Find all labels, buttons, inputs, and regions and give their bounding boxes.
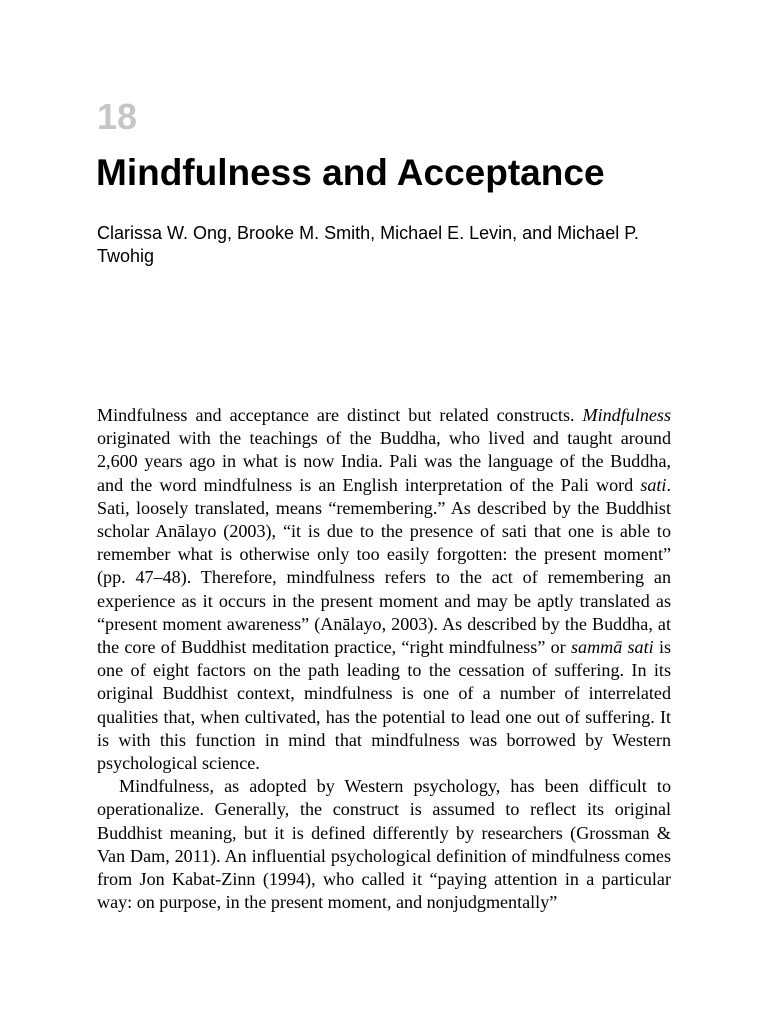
text-run: originated with the teachings of the Buddha, who lived and taught around 2,600 years ago in what is now India. Pali was the language of the Buddha, and the word mindfulness is an English interpretation of the Pali word [97, 428, 671, 495]
text-run: Mindfulness and acceptance are distinct but related constructs. [97, 405, 583, 425]
italic-term-sati: sati [640, 474, 667, 495]
body-paragraph-1 [97, 404, 671, 775]
chapter-number: 18 [97, 96, 138, 137]
text-run: . Sati, loosely translated, means “remembering.” As described by the Buddhist scholar Anālayo (2003), “it is due to the presence of sati that one is able to remember what is otherwise only too easily forgotten: the present moment” (pp. 47–48). Therefore, mindfulness refers to the act of remembering an experience as it occurs in the present moment and may be aptly translated as “present moment awareness” (Anālayo, 2003). As described by the Buddha, at the core of Buddhist meditation practice, “right mindfulness” or [97, 474, 671, 658]
body-paragraph-2 [97, 775, 671, 914]
text-run: is one of eight factors on the path leading to the cessation of suffering. In its original Buddhist context, mindfulness is one of a number of interrelated qualities that, when cultivated, has the potential to lead one out of suffering. It is with this function in mind that mindfulness was borrowed by Western psychological science. [97, 637, 672, 774]
chapter-body [97, 404, 671, 914]
chapter-authors: Clarissa W. Ong, Brooke M. Smith, Michael E. Levin, and Michael P. Twohig [97, 223, 639, 266]
text-run: Mindfulness, as adopted by Western psychology, has been difficult to operationalize. Generally, the construct is assumed to reflect its original Buddhist meaning, but it is defined differently by researchers (Grossman & Van Dam, 2011). An influential psychological definition of mindfulness comes from Jon Kabat-Zinn (1994), who called it “paying attention in a particular way: on purpose, in the present moment, and nonjudgmentally” [97, 776, 671, 913]
italic-term-samma-sati: sammā sati [570, 637, 654, 658]
italic-term-mindfulness: Mindfulness [582, 405, 671, 425]
chapter-title: Mindfulness and Acceptance [96, 152, 605, 193]
